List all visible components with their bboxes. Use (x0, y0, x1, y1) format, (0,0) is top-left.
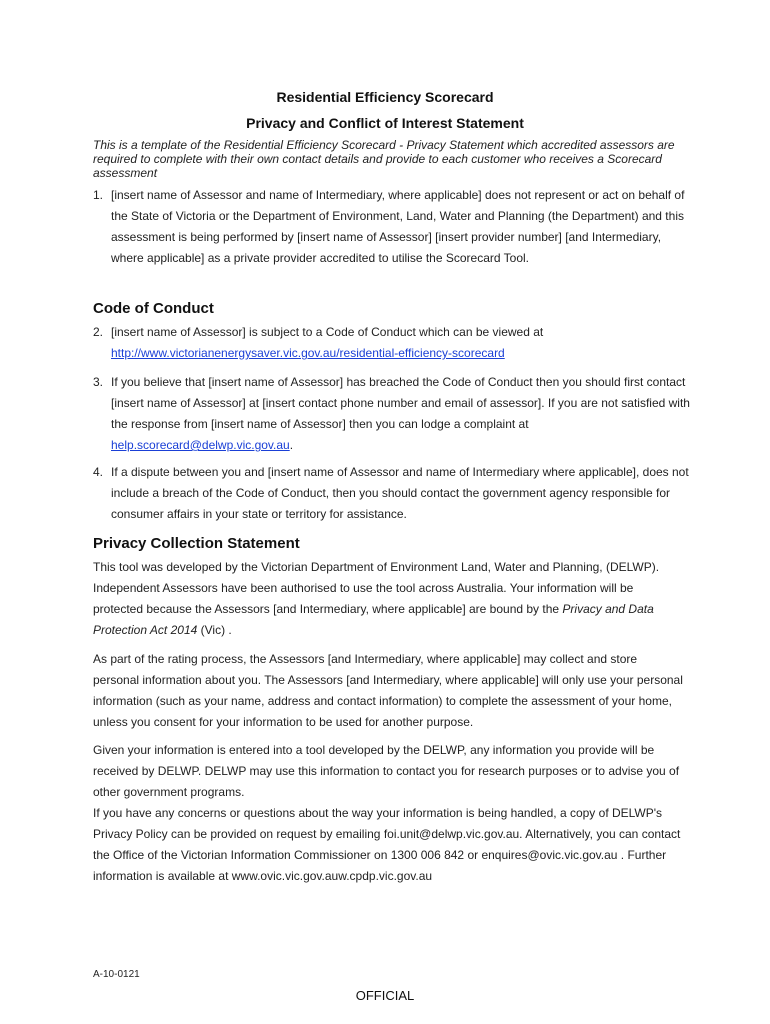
list-item-text: If a dispute between you and [insert name of Assessor and name of Intermediary where applicable], does not include a breach of the Code of Conduct, then you should contact the government agency responsible for consumer affairs in your state or territory for assistance. (111, 465, 689, 521)
list-number: 4. (93, 465, 104, 479)
classification-label: OFFICIAL (355, 988, 415, 1003)
list-number: 1. (93, 188, 104, 202)
complaint-email-link[interactable]: help.scorecard@delwp.vic.gov.au (111, 438, 290, 452)
privacy-paragraph-1 (93, 557, 683, 641)
section-heading-code-of-conduct: Code of Conduct (93, 300, 214, 317)
template-intro-note: This is a template of the Residential Efficiency Scorecard - Privacy Statement which accredited assessors are required to complete with their own contact details and provide to each customer who receives a Scorecard assessment (93, 138, 675, 180)
list-item-3 (93, 372, 693, 456)
code-of-conduct-link[interactable]: http://www.victorianenergysaver.vic.gov.au/residential-efficiency-scorecard (111, 346, 505, 360)
act-title: Privacy and Data Protection Act 2014 (93, 602, 654, 637)
privacy-paragraph-2: As part of the rating process, the Assessors [and Intermediary, where applicable] may collect and store personal information about you. The Assessors [and Intermediary, where applicable] will only use your personal information (such as your name, address and contact information) to complete the assessment of your home, unless you consent for your information to be used for another purpose. (93, 652, 683, 729)
list-item-text: If you believe that [insert name of Assessor] has breached the Code of Conduct then you should first contact [insert name of Assessor] at [insert contact phone number and email of assessor]. If you are not satisfied with the response from [insert name of Assessor] then you can lodge a complaint at (111, 375, 690, 431)
privacy-paragraph-4: If you have any concerns or questions about the way your information is being handled, a copy of DELWP's Privacy Policy can be provided on request by emailing foi.unit@delwp.vic.gov.au. Alternatively, you can contact the Office of the Victorian Information Commissioner on 1300 006 842 or enquires@ovic.vic.gov.au . Further information is available at www.ovic.vic.gov.auw.cpdp.vic.gov.au (93, 806, 681, 883)
document-subtitle: Privacy and Conflict of Interest Statement (246, 115, 524, 131)
section-heading-privacy: Privacy Collection Statement (93, 535, 300, 552)
list-item-4 (93, 462, 693, 525)
list-item-text: [insert name of Assessor] is subject to a Code of Conduct which can be viewed at (111, 325, 544, 339)
list-number: 2. (93, 325, 104, 339)
document-code: A-10-0121 (93, 969, 140, 980)
list-item-text-end: . (289, 438, 294, 452)
paragraph-text: This tool was developed by the Victorian Department of Environment Land, Water and Planning, (DELWP). Independent Assessors have been authorised to use the tool across Australia. Your information will be protected because the Assessors [and Intermediary, where applicable] are bound by the (93, 560, 660, 616)
list-item-2 (93, 322, 693, 364)
list-item-1 (93, 185, 693, 269)
document-title: Residential Efficiency Scorecard (276, 89, 494, 105)
paragraph-text-end: (Vic) . (197, 623, 232, 637)
list-number: 3. (93, 375, 104, 389)
privacy-paragraph-3: Given your information is entered into a tool developed by the DELWP, any information you provide will be received by DELWP. DELWP may use this information to contact you for research purposes or to advise you of other government programs. (93, 743, 680, 799)
list-item-text: [insert name of Assessor and name of Intermediary, where applicable] does not represent or act on behalf of the State of Victoria or the Department of Environment, Land, Water and Planning (the Department) and this assessment is being performed by [insert name of Assessor] [insert provider number] [and Intermediary, where applicable] as a private provider accredited to utilise the Scorecard Tool. (111, 188, 685, 265)
